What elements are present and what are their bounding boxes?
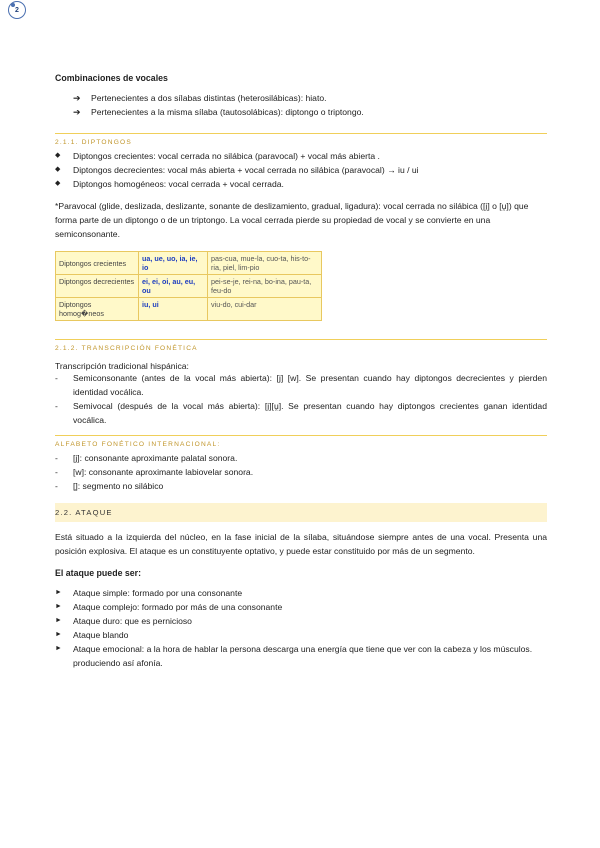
list-item	[55, 586, 547, 600]
table-cell-pairs: iu, ui	[139, 298, 208, 321]
table-row	[56, 298, 322, 321]
transcripcion-list	[55, 371, 547, 427]
list-item	[55, 163, 547, 177]
table-cell-pairs: ei, ei, oi, au, eu, ou	[139, 275, 208, 298]
list-item	[55, 642, 547, 670]
list-item-text: Diptongos decrecientes: vocal más abierta + vocal cerrada no silábica (paravocal) → iu / ui	[73, 165, 419, 175]
list-item-text: [j]: consonante aproximante palatal sonora.	[73, 453, 238, 463]
section-heading-afi: ALFABETO FONÉTICO INTERNACIONAL:	[55, 435, 547, 451]
list-item	[55, 600, 547, 614]
dash-bullet: -	[55, 467, 58, 477]
diamond-bullet-icon: ◆	[55, 180, 61, 187]
arrow-right-icon: ➔	[73, 107, 81, 117]
list-item	[55, 371, 547, 399]
list-item-text: Ataque complejo: formado por más de una consonante	[73, 602, 283, 612]
dash-bullet: -	[55, 373, 58, 383]
list-item-text: Pertenecientes a dos sílabas distintas (heterosilábicas): hiato.	[91, 93, 327, 103]
combinaciones-list	[55, 91, 547, 119]
dash-bullet: -	[55, 453, 58, 463]
list-item	[55, 479, 547, 493]
list-item-text: Diptongos homogéneos: vocal cerrada + vocal cerrada.	[73, 179, 284, 189]
heading-combinaciones: Combinaciones de vocales	[55, 73, 168, 83]
page-number: 2	[15, 6, 19, 14]
paravocal-note: *Paravocal (glide, deslizada, deslizante, sonante de deslizamiento, gradual, ligadura): vocal cerrada no silábica ([i̯] o [u̯]) que forma parte de un diptongo o de un triptongo. La vocal cerrada pierde su propiedad de vocal y se convierte en una semiconsonante.	[55, 201, 529, 239]
dash-bullet: -	[55, 481, 58, 491]
dash-bullet: -	[55, 401, 58, 411]
diptongos-table	[55, 251, 322, 321]
document-body	[55, 73, 547, 670]
page-number-badge	[8, 1, 26, 19]
list-item	[55, 399, 547, 427]
afi-list	[55, 451, 547, 493]
ataque-paragraph: Está situado a la izquierda del núcleo, en la fase inicial de la sílaba, situándose siempre antes de una vocal. Presenta una posición explosiva. El ataque es un constituyente optativo, y puede estar constituido por más de un segmento.	[55, 532, 547, 556]
diamond-bullet-icon: ◆	[55, 152, 61, 159]
list-item	[55, 105, 547, 119]
list-item-text: Ataque simple: formado por una consonante	[73, 588, 243, 598]
table-cell-label: Diptongos crecientes	[56, 252, 139, 275]
section-heading-ataque: 2.2. ATAQUE	[55, 503, 547, 522]
table-cell-pairs: ua, ue, uo, ia, ie, io	[139, 252, 208, 275]
list-item	[55, 628, 547, 642]
transcripcion-intro: Transcripción tradicional hispánica:	[55, 361, 189, 371]
triangle-bullet-icon: ►	[55, 631, 62, 638]
list-item	[55, 177, 547, 191]
table-cell-label: Diptongos decrecientes	[56, 275, 139, 298]
list-item	[55, 451, 547, 465]
table-cell-examples: pas-cua, mue-la, cuo-ta, his-to-ria, piel, lim-pio	[208, 252, 322, 275]
diamond-bullet-icon: ◆	[55, 166, 61, 173]
list-item-text: Semiconsonante (antes de la vocal más abierta): [j] [w]. Se presentan cuando hay diptongos decrecientes y pierden identidad vocálica.	[73, 373, 547, 397]
table-row	[56, 275, 322, 298]
table-cell-label: Diptongos homog�neos	[56, 298, 139, 321]
section-heading-diptongos: 2.1.1. DIPTONGOS	[55, 133, 547, 149]
list-item-text: Diptongos crecientes: vocal cerrada no silábica (paravocal) + vocal más abierta .	[73, 151, 380, 161]
list-item	[55, 149, 547, 163]
ataque-list	[55, 586, 547, 670]
list-item-text: [w]: consonante aproximante labiovelar sonora.	[73, 467, 254, 477]
list-item	[55, 614, 547, 628]
list-item	[55, 91, 547, 105]
list-item-text: [̯]: segmento no silábico	[73, 481, 164, 491]
arrow-right-icon: ➔	[73, 93, 81, 103]
list-item-text: Ataque emocional: a la hora de hablar la persona descarga una energía que tiene que ver con la cabeza y los músculos. produciendo así afonía.	[73, 644, 533, 668]
section-heading-transcripcion: 2.1.2. TRANSCRIPCIÓN FONÉTICA	[55, 339, 547, 355]
list-item-text: Ataque blando	[73, 630, 129, 640]
heading-ataque-puede-ser: El ataque puede ser:	[55, 568, 142, 578]
triangle-bullet-icon: ►	[55, 589, 62, 596]
table-cell-examples: pei-se-je, rei-na, bo-ina, pau-ta, feu-do	[208, 275, 322, 298]
triangle-bullet-icon: ►	[55, 617, 62, 624]
triangle-bullet-icon: ►	[55, 645, 62, 652]
table-cell-examples: viu-do, cui-dar	[208, 298, 322, 321]
list-item-text: Pertenecientes a la misma sílaba (tautosolábicas): diptongo o triptongo.	[91, 107, 364, 117]
diptongos-list	[55, 149, 547, 191]
table-row	[56, 252, 322, 275]
list-item-text: Semivocal (después de la vocal más abierta): [i̯][u̯]. Se presentan cuando hay diptongos crecientes ganan identidad vocálica.	[73, 401, 547, 425]
list-item	[55, 465, 547, 479]
triangle-bullet-icon: ►	[55, 603, 62, 610]
list-item-text: Ataque duro: que es pernicioso	[73, 616, 192, 626]
